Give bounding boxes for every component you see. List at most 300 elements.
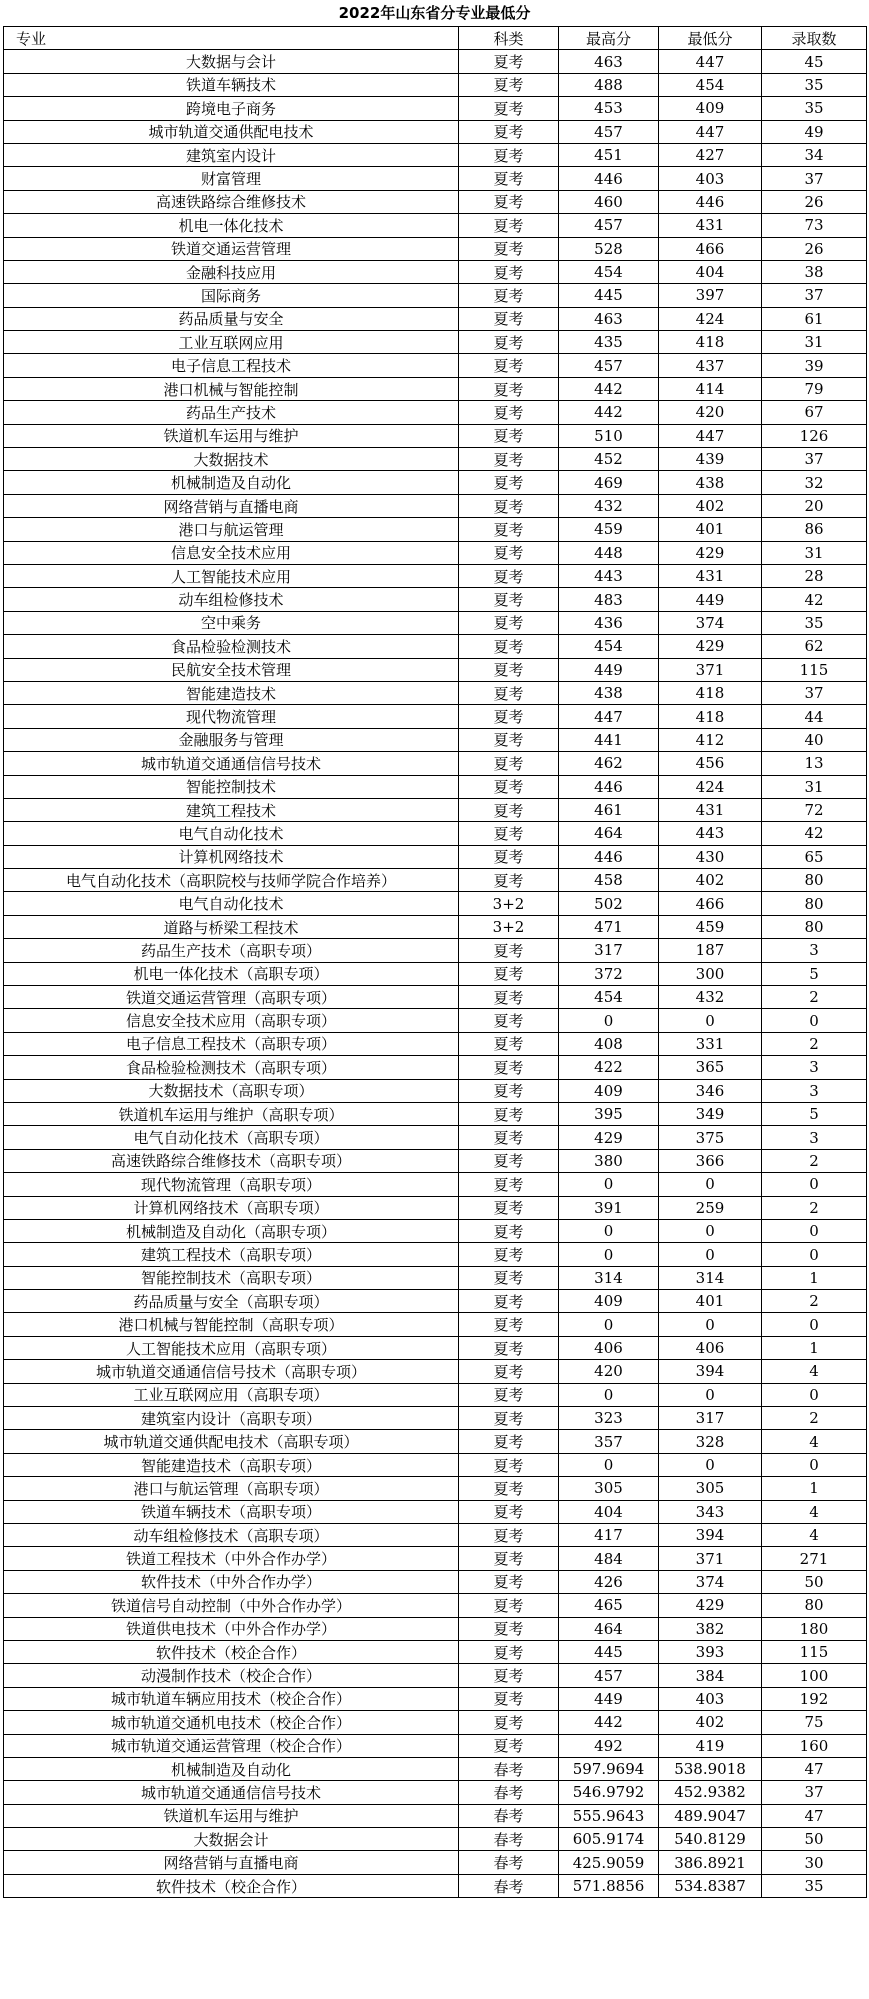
cell-max-score: 463 [559, 307, 659, 330]
cell-min-score: 538.9018 [659, 1757, 762, 1780]
cell-major: 电气自动化技术 [4, 892, 459, 915]
cell-category: 夏考 [459, 658, 559, 681]
cell-min-score: 406 [659, 1336, 762, 1359]
table-row [4, 564, 867, 587]
cell-admitted: 115 [762, 1640, 867, 1663]
table-row [4, 1290, 867, 1313]
cell-admitted: 28 [762, 564, 867, 587]
table-row [4, 1828, 867, 1851]
cell-major: 现代物流管理（高职专项） [4, 1173, 459, 1196]
cell-admitted: 75 [762, 1711, 867, 1734]
cell-min-score: 439 [659, 448, 762, 471]
cell-admitted: 0 [762, 1219, 867, 1242]
cell-category: 夏考 [459, 471, 559, 494]
table-row [4, 214, 867, 237]
cell-min-score: 259 [659, 1196, 762, 1219]
cell-category: 夏考 [459, 1336, 559, 1359]
cell-max-score: 461 [559, 798, 659, 821]
cell-major: 电气自动化技术（高职专项） [4, 1126, 459, 1149]
cell-min-score: 382 [659, 1617, 762, 1640]
cell-category: 春考 [459, 1781, 559, 1804]
cell-min-score: 331 [659, 1032, 762, 1055]
cell-admitted: 0 [762, 1453, 867, 1476]
cell-admitted: 0 [762, 1009, 867, 1032]
table-row [4, 1664, 867, 1687]
cell-max-score: 422 [559, 1056, 659, 1079]
cell-admitted: 31 [762, 541, 867, 564]
cell-admitted: 0 [762, 1313, 867, 1336]
cell-major: 建筑室内设计 [4, 143, 459, 166]
cell-max-score: 438 [559, 681, 659, 704]
table-row [4, 1734, 867, 1757]
table-row [4, 377, 867, 400]
table-row [4, 1500, 867, 1523]
cell-major: 电子信息工程技术（高职专项） [4, 1032, 459, 1055]
cell-category: 夏考 [459, 494, 559, 517]
cell-major: 港口与航运管理 [4, 518, 459, 541]
cell-category: 夏考 [459, 986, 559, 1009]
cell-admitted: 73 [762, 214, 867, 237]
table-row [4, 1360, 867, 1383]
header-admitted: 录取数 [762, 27, 867, 50]
cell-max-score: 314 [559, 1266, 659, 1289]
cell-category: 夏考 [459, 869, 559, 892]
cell-admitted: 50 [762, 1828, 867, 1851]
cell-category: 夏考 [459, 1547, 559, 1570]
cell-major: 工业互联网应用（高职专项） [4, 1383, 459, 1406]
cell-major: 铁道车辆技术（高职专项） [4, 1500, 459, 1523]
cell-admitted: 47 [762, 1804, 867, 1827]
cell-major: 软件技术（中外合作办学） [4, 1570, 459, 1593]
cell-major: 城市轨道交通通信信号技术 [4, 1781, 459, 1804]
cell-admitted: 50 [762, 1570, 867, 1593]
cell-major: 金融服务与管理 [4, 728, 459, 751]
cell-major: 大数据与会计 [4, 50, 459, 73]
cell-major: 机械制造及自动化 [4, 1757, 459, 1780]
cell-major: 动车组检修技术（高职专项） [4, 1524, 459, 1547]
cell-admitted: 1 [762, 1266, 867, 1289]
cell-category: 夏考 [459, 1687, 559, 1710]
table-row [4, 1617, 867, 1640]
cell-major: 药品生产技术 [4, 401, 459, 424]
cell-min-score: 409 [659, 97, 762, 120]
score-table [3, 26, 867, 1898]
cell-min-score: 317 [659, 1407, 762, 1430]
cell-max-score: 445 [559, 1640, 659, 1663]
cell-max-score: 409 [559, 1079, 659, 1102]
cell-max-score: 454 [559, 635, 659, 658]
cell-min-score: 374 [659, 1570, 762, 1593]
cell-admitted: 20 [762, 494, 867, 517]
cell-max-score: 0 [559, 1009, 659, 1032]
cell-admitted: 3 [762, 1079, 867, 1102]
cell-min-score: 0 [659, 1173, 762, 1196]
cell-admitted: 35 [762, 97, 867, 120]
cell-major: 智能控制技术（高职专项） [4, 1266, 459, 1289]
cell-min-score: 0 [659, 1009, 762, 1032]
cell-admitted: 80 [762, 1594, 867, 1617]
cell-major: 机电一体化技术 [4, 214, 459, 237]
cell-max-score: 429 [559, 1126, 659, 1149]
table-row [4, 798, 867, 821]
cell-max-score: 323 [559, 1407, 659, 1430]
cell-max-score: 0 [559, 1219, 659, 1242]
cell-min-score: 0 [659, 1453, 762, 1476]
table-row [4, 869, 867, 892]
cell-min-score: 394 [659, 1524, 762, 1547]
cell-major: 现代物流管理 [4, 705, 459, 728]
cell-category: 夏考 [459, 962, 559, 985]
cell-category: 夏考 [459, 845, 559, 868]
cell-major: 城市轨道交通供配电技术（高职专项） [4, 1430, 459, 1453]
cell-min-score: 384 [659, 1664, 762, 1687]
table-row [4, 1009, 867, 1032]
cell-admitted: 80 [762, 892, 867, 915]
cell-category: 夏考 [459, 1219, 559, 1242]
cell-min-score: 447 [659, 50, 762, 73]
cell-max-score: 464 [559, 822, 659, 845]
cell-major: 智能控制技术 [4, 775, 459, 798]
cell-max-score: 449 [559, 1687, 659, 1710]
cell-admitted: 2 [762, 1032, 867, 1055]
cell-category: 夏考 [459, 1407, 559, 1430]
cell-major: 电气自动化技术 [4, 822, 459, 845]
cell-min-score: 429 [659, 1594, 762, 1617]
cell-max-score: 510 [559, 424, 659, 447]
cell-major: 药品质量与安全（高职专项） [4, 1290, 459, 1313]
header-min-score: 最低分 [659, 27, 762, 50]
cell-max-score: 453 [559, 97, 659, 120]
cell-admitted: 5 [762, 962, 867, 985]
table-row [4, 1219, 867, 1242]
cell-min-score: 424 [659, 775, 762, 798]
cell-admitted: 4 [762, 1360, 867, 1383]
cell-min-score: 403 [659, 1687, 762, 1710]
cell-category: 夏考 [459, 167, 559, 190]
header-max-score: 最高分 [559, 27, 659, 50]
cell-admitted: 100 [762, 1664, 867, 1687]
cell-min-score: 403 [659, 167, 762, 190]
cell-max-score: 528 [559, 237, 659, 260]
cell-major: 城市轨道交通供配电技术 [4, 120, 459, 143]
cell-major: 城市轨道交通通信信号技术（高职专项） [4, 1360, 459, 1383]
cell-category: 夏考 [459, 705, 559, 728]
table-row [4, 1383, 867, 1406]
cell-major: 软件技术（校企合作） [4, 1874, 459, 1897]
cell-max-score: 546.9792 [559, 1781, 659, 1804]
cell-category: 3+2 [459, 892, 559, 915]
cell-min-score: 0 [659, 1219, 762, 1242]
cell-min-score: 0 [659, 1243, 762, 1266]
table-row [4, 73, 867, 96]
table-row [4, 1711, 867, 1734]
cell-major: 建筑工程技术 [4, 798, 459, 821]
cell-category: 夏考 [459, 939, 559, 962]
cell-min-score: 366 [659, 1149, 762, 1172]
cell-major: 计算机网络技术（高职专项） [4, 1196, 459, 1219]
cell-min-score: 540.8129 [659, 1828, 762, 1851]
cell-major: 道路与桥梁工程技术 [4, 915, 459, 938]
cell-min-score: 402 [659, 869, 762, 892]
cell-min-score: 305 [659, 1477, 762, 1500]
cell-major: 铁道供电技术（中外合作办学） [4, 1617, 459, 1640]
cell-category: 夏考 [459, 1477, 559, 1500]
table-row [4, 728, 867, 751]
cell-admitted: 42 [762, 588, 867, 611]
cell-max-score: 0 [559, 1313, 659, 1336]
cell-max-score: 446 [559, 845, 659, 868]
cell-max-score: 442 [559, 1711, 659, 1734]
cell-max-score: 465 [559, 1594, 659, 1617]
table-row [4, 1781, 867, 1804]
table-row [4, 775, 867, 798]
cell-min-score: 431 [659, 214, 762, 237]
cell-max-score: 317 [559, 939, 659, 962]
cell-category: 夏考 [459, 1453, 559, 1476]
table-row [4, 471, 867, 494]
table-row [4, 1313, 867, 1336]
cell-category: 夏考 [459, 1383, 559, 1406]
cell-major: 铁道车辆技术 [4, 73, 459, 96]
table-row [4, 1851, 867, 1874]
cell-category: 夏考 [459, 1711, 559, 1734]
cell-admitted: 0 [762, 1383, 867, 1406]
table-row [4, 611, 867, 634]
table-row [4, 658, 867, 681]
cell-max-score: 451 [559, 143, 659, 166]
cell-category: 夏考 [459, 518, 559, 541]
cell-admitted: 47 [762, 1757, 867, 1780]
cell-major: 工业互联网应用 [4, 331, 459, 354]
cell-admitted: 26 [762, 237, 867, 260]
cell-category: 夏考 [459, 1243, 559, 1266]
cell-major: 港口机械与智能控制（高职专项） [4, 1313, 459, 1336]
cell-major: 城市轨道交通通信信号技术 [4, 752, 459, 775]
cell-category: 夏考 [459, 354, 559, 377]
cell-major: 港口机械与智能控制 [4, 377, 459, 400]
cell-min-score: 412 [659, 728, 762, 751]
cell-admitted: 1 [762, 1336, 867, 1359]
cell-major: 动漫制作技术（校企合作） [4, 1664, 459, 1687]
cell-max-score: 452 [559, 448, 659, 471]
cell-category: 春考 [459, 1874, 559, 1897]
cell-admitted: 65 [762, 845, 867, 868]
cell-min-score: 534.8387 [659, 1874, 762, 1897]
cell-category: 夏考 [459, 331, 559, 354]
cell-category: 夏考 [459, 775, 559, 798]
cell-max-score: 464 [559, 1617, 659, 1640]
cell-category: 夏考 [459, 1640, 559, 1663]
cell-admitted: 3 [762, 1056, 867, 1079]
table-header [4, 27, 867, 50]
cell-max-score: 448 [559, 541, 659, 564]
cell-max-score: 395 [559, 1102, 659, 1125]
cell-major: 食品检验检测技术（高职专项） [4, 1056, 459, 1079]
cell-max-score: 0 [559, 1453, 659, 1476]
table-row [4, 541, 867, 564]
table-row [4, 1804, 867, 1827]
cell-min-score: 418 [659, 681, 762, 704]
cell-admitted: 160 [762, 1734, 867, 1757]
cell-category: 夏考 [459, 424, 559, 447]
table-row [4, 1594, 867, 1617]
cell-admitted: 86 [762, 518, 867, 541]
cell-min-score: 397 [659, 284, 762, 307]
cell-admitted: 4 [762, 1500, 867, 1523]
cell-major: 跨境电子商务 [4, 97, 459, 120]
cell-major: 城市轨道交通机电技术（校企合作） [4, 1711, 459, 1734]
cell-major: 铁道机车运用与维护 [4, 1804, 459, 1827]
header-category: 科类 [459, 27, 559, 50]
cell-admitted: 0 [762, 1173, 867, 1196]
cell-category: 夏考 [459, 1173, 559, 1196]
table-row [4, 284, 867, 307]
cell-min-score: 430 [659, 845, 762, 868]
cell-admitted: 2 [762, 986, 867, 1009]
cell-major: 人工智能技术应用 [4, 564, 459, 587]
cell-min-score: 443 [659, 822, 762, 845]
cell-category: 夏考 [459, 1313, 559, 1336]
table-row [4, 1079, 867, 1102]
cell-major: 大数据技术（高职专项） [4, 1079, 459, 1102]
cell-min-score: 404 [659, 260, 762, 283]
cell-admitted: 13 [762, 752, 867, 775]
table-row [4, 822, 867, 845]
cell-category: 夏考 [459, 1079, 559, 1102]
cell-major: 网络营销与直播电商 [4, 494, 459, 517]
cell-admitted: 44 [762, 705, 867, 728]
cell-category: 春考 [459, 1804, 559, 1827]
cell-max-score: 454 [559, 260, 659, 283]
cell-admitted: 37 [762, 448, 867, 471]
cell-max-score: 426 [559, 1570, 659, 1593]
table-row [4, 892, 867, 915]
cell-min-score: 454 [659, 73, 762, 96]
table-row [4, 237, 867, 260]
cell-min-score: 371 [659, 1547, 762, 1570]
cell-major: 信息安全技术应用（高职专项） [4, 1009, 459, 1032]
table-row [4, 1196, 867, 1219]
cell-max-score: 409 [559, 1290, 659, 1313]
cell-category: 夏考 [459, 97, 559, 120]
cell-major: 人工智能技术应用（高职专项） [4, 1336, 459, 1359]
cell-major: 计算机网络技术 [4, 845, 459, 868]
cell-major: 机械制造及自动化（高职专项） [4, 1219, 459, 1242]
cell-category: 夏考 [459, 681, 559, 704]
cell-category: 夏考 [459, 260, 559, 283]
cell-major: 铁道交通运营管理（高职专项） [4, 986, 459, 1009]
table-row [4, 1126, 867, 1149]
cell-category: 夏考 [459, 1196, 559, 1219]
cell-min-score: 446 [659, 190, 762, 213]
cell-category: 夏考 [459, 728, 559, 751]
cell-category: 夏考 [459, 822, 559, 845]
cell-category: 夏考 [459, 284, 559, 307]
cell-min-score: 429 [659, 635, 762, 658]
cell-major: 铁道信号自动控制（中外合作办学） [4, 1594, 459, 1617]
table-row [4, 681, 867, 704]
table-row [4, 1477, 867, 1500]
cell-min-score: 401 [659, 1290, 762, 1313]
cell-category: 夏考 [459, 1032, 559, 1055]
cell-admitted: 35 [762, 1874, 867, 1897]
cell-max-score: 432 [559, 494, 659, 517]
cell-category: 夏考 [459, 377, 559, 400]
table-row [4, 588, 867, 611]
table-row [4, 1430, 867, 1453]
cell-max-score: 460 [559, 190, 659, 213]
table-row [4, 424, 867, 447]
cell-max-score: 442 [559, 377, 659, 400]
cell-max-score: 571.8856 [559, 1874, 659, 1897]
table-row [4, 1173, 867, 1196]
cell-admitted: 5 [762, 1102, 867, 1125]
cell-min-score: 452.9382 [659, 1781, 762, 1804]
cell-admitted: 79 [762, 377, 867, 400]
cell-category: 夏考 [459, 564, 559, 587]
cell-major: 港口与航运管理（高职专项） [4, 1477, 459, 1500]
table-row [4, 190, 867, 213]
table-row [4, 331, 867, 354]
cell-admitted: 34 [762, 143, 867, 166]
cell-admitted: 45 [762, 50, 867, 73]
cell-major: 国际商务 [4, 284, 459, 307]
table-row [4, 1524, 867, 1547]
cell-category: 夏考 [459, 611, 559, 634]
cell-max-score: 605.9174 [559, 1828, 659, 1851]
table-row [4, 1547, 867, 1570]
cell-major: 建筑室内设计（高职专项） [4, 1407, 459, 1430]
cell-admitted: 192 [762, 1687, 867, 1710]
cell-min-score: 449 [659, 588, 762, 611]
cell-category: 夏考 [459, 401, 559, 424]
cell-admitted: 67 [762, 401, 867, 424]
table-row [4, 260, 867, 283]
cell-min-score: 414 [659, 377, 762, 400]
cell-min-score: 393 [659, 1640, 762, 1663]
cell-max-score: 357 [559, 1430, 659, 1453]
table-row [4, 986, 867, 1009]
cell-min-score: 447 [659, 120, 762, 143]
cell-admitted: 2 [762, 1196, 867, 1219]
cell-category: 春考 [459, 1757, 559, 1780]
cell-max-score: 502 [559, 892, 659, 915]
cell-admitted: 80 [762, 869, 867, 892]
cell-category: 夏考 [459, 1430, 559, 1453]
cell-category: 夏考 [459, 1524, 559, 1547]
cell-min-score: 432 [659, 986, 762, 1009]
cell-min-score: 459 [659, 915, 762, 938]
cell-admitted: 42 [762, 822, 867, 845]
table-row [4, 1336, 867, 1359]
cell-max-score: 492 [559, 1734, 659, 1757]
cell-min-score: 424 [659, 307, 762, 330]
cell-major: 城市轨道交通运营管理（校企合作） [4, 1734, 459, 1757]
cell-major: 民航安全技术管理 [4, 658, 459, 681]
cell-max-score: 458 [559, 869, 659, 892]
cell-admitted: 2 [762, 1149, 867, 1172]
table-row [4, 915, 867, 938]
cell-category: 夏考 [459, 1734, 559, 1757]
cell-category: 夏考 [459, 1617, 559, 1640]
cell-major: 大数据会计 [4, 1828, 459, 1851]
table-row [4, 1032, 867, 1055]
cell-major: 铁道交通运营管理 [4, 237, 459, 260]
cell-admitted: 180 [762, 1617, 867, 1640]
cell-max-score: 457 [559, 1664, 659, 1687]
cell-admitted: 31 [762, 775, 867, 798]
cell-major: 金融科技应用 [4, 260, 459, 283]
